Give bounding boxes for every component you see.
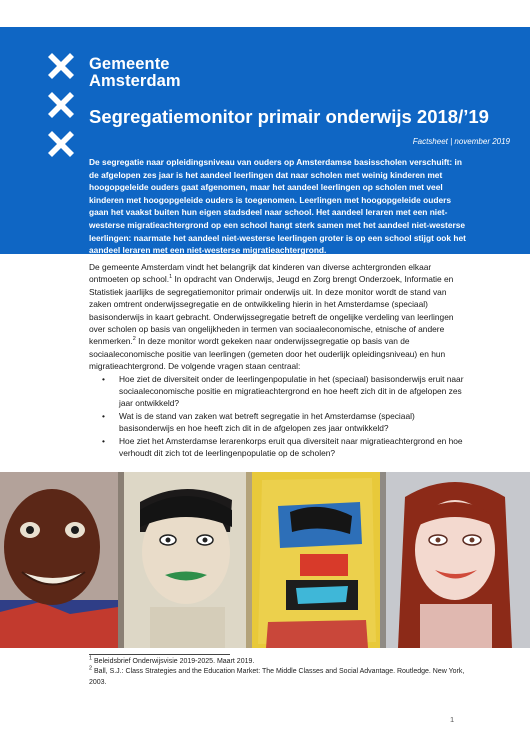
footnote-ref-1: 1	[169, 274, 173, 281]
list-item	[102, 410, 469, 435]
footnotes	[89, 657, 469, 688]
intro-summary: De segregatie naar opleidingsniveau van ouders op Amsterdamse basisscholen verschuift: in de afgelopen zes jaar is het aandeel leerlingen dat naar scholen met weinig kinderen met hoogopgeleide ouders gaat afgenomen, maar het aandeel leerlingen op scholen met veel kinderen met hoogopgeleide ouders is toegenomen. Leerlingen met hoogopgeleide ouders gaan het vaakst buiten hun eigen stadsdeel naar school. Het aandeel leraren met een niet-westerse migratieachtergrond op een school hangt sterk samen met het aandeel niet-westerse leerlingen: naarmate het aandeel niet-westerse leerlingen groter is op een school stijgt ook het aandeel leraren met een niet-westerse migratieachtergrond.	[89, 157, 466, 256]
page-title: Segregatiemonitor primair onderwijs 2018/’19	[89, 106, 489, 127]
page-number: 1	[450, 715, 455, 724]
logo-wordmark	[89, 56, 181, 90]
children-paintings-image	[0, 472, 530, 648]
amsterdam-xxx-logo-icon	[48, 53, 74, 170]
bullet: •	[102, 373, 105, 384]
footnote	[89, 657, 469, 667]
question-text: Hoe ziet de diversiteit onder de leerlingenpopulatie in het (speciaal) basisonderwijs eruit naar sociaaleconomische positie en migratieachtergrond en hoe heeft zich dit in de afgelopen zes jaar ontwikkeld?	[119, 373, 464, 409]
footnote-text: Ball, S.J.: Class Strategies and the Education Market: The Middle Classes and Social Advantage. Routledge. New York, 2003.	[89, 668, 465, 686]
logo-line-2: Amsterdam	[89, 72, 181, 90]
question-text: Hoe ziet het Amsterdamse lerarenkorps eruit qua diversiteit naar migratieachtergrond en hoe verhoudt dit zich tot de leerlingenpopulatie op de scholen?	[119, 435, 463, 459]
list-item	[102, 435, 469, 460]
body-paragraph	[89, 261, 469, 373]
footnote-ref-2: 2	[132, 336, 136, 343]
body-sentence-2: In opdracht van Onderwijs, Jeugd en Zorg brengt Onderzoek, Informatie en Statistiek jaarlijks de segregatiemonitor primair onderwijs uit. In deze monitor wordt de stand van zaken omtrent onderwijssegregatie en de ontwikkeling hierin in het Amsterdamse (speciaal) basisonderwijs in kaart gebracht. Onderwijssegregatie betreft de ongelijke verdeling van leerlingen over scholen op basis van ongelijkheden in termen van sociaaleconomische, etnische of andere kenmerken.	[89, 274, 454, 347]
footnote-text: Beleidsbrief Onderwijsvisie 2019-2025. Maart 2019.	[92, 658, 255, 665]
bullet: •	[102, 435, 105, 446]
factsheet-date: Factsheet | november 2019	[412, 137, 510, 146]
research-questions-list	[89, 373, 469, 460]
footnote-number: 1	[89, 655, 93, 662]
logo-line-1: Gemeente	[89, 55, 170, 73]
footnote	[89, 667, 469, 688]
bullet: •	[102, 410, 105, 421]
body-sentence-1: De gemeente Amsterdam vindt het belangrijk dat kinderen van diverse achtergronden elkaar ontmoeten op school.	[89, 262, 432, 285]
list-item	[102, 373, 469, 410]
header-banner	[0, 27, 530, 254]
footnote-number: 2	[89, 666, 93, 673]
body-sentence-3: In deze monitor wordt gekeken naar onderwijssegregatie op basis van de sociaaleconomische positie van leerlingen (gemeten door het ouderlijk opleidingsniveau) en hun migratieachtergrond. De volgende vragen staan centraal:	[89, 336, 446, 372]
question-text: Wat is de stand van zaken wat betreft segregatie in het Amsterdamse (speciaal) basisonderwijs en hoe heeft zich dit in de afgelopen zes jaar ontwikkeld?	[119, 410, 415, 434]
body-text	[89, 261, 469, 460]
footnote-divider	[89, 654, 230, 655]
